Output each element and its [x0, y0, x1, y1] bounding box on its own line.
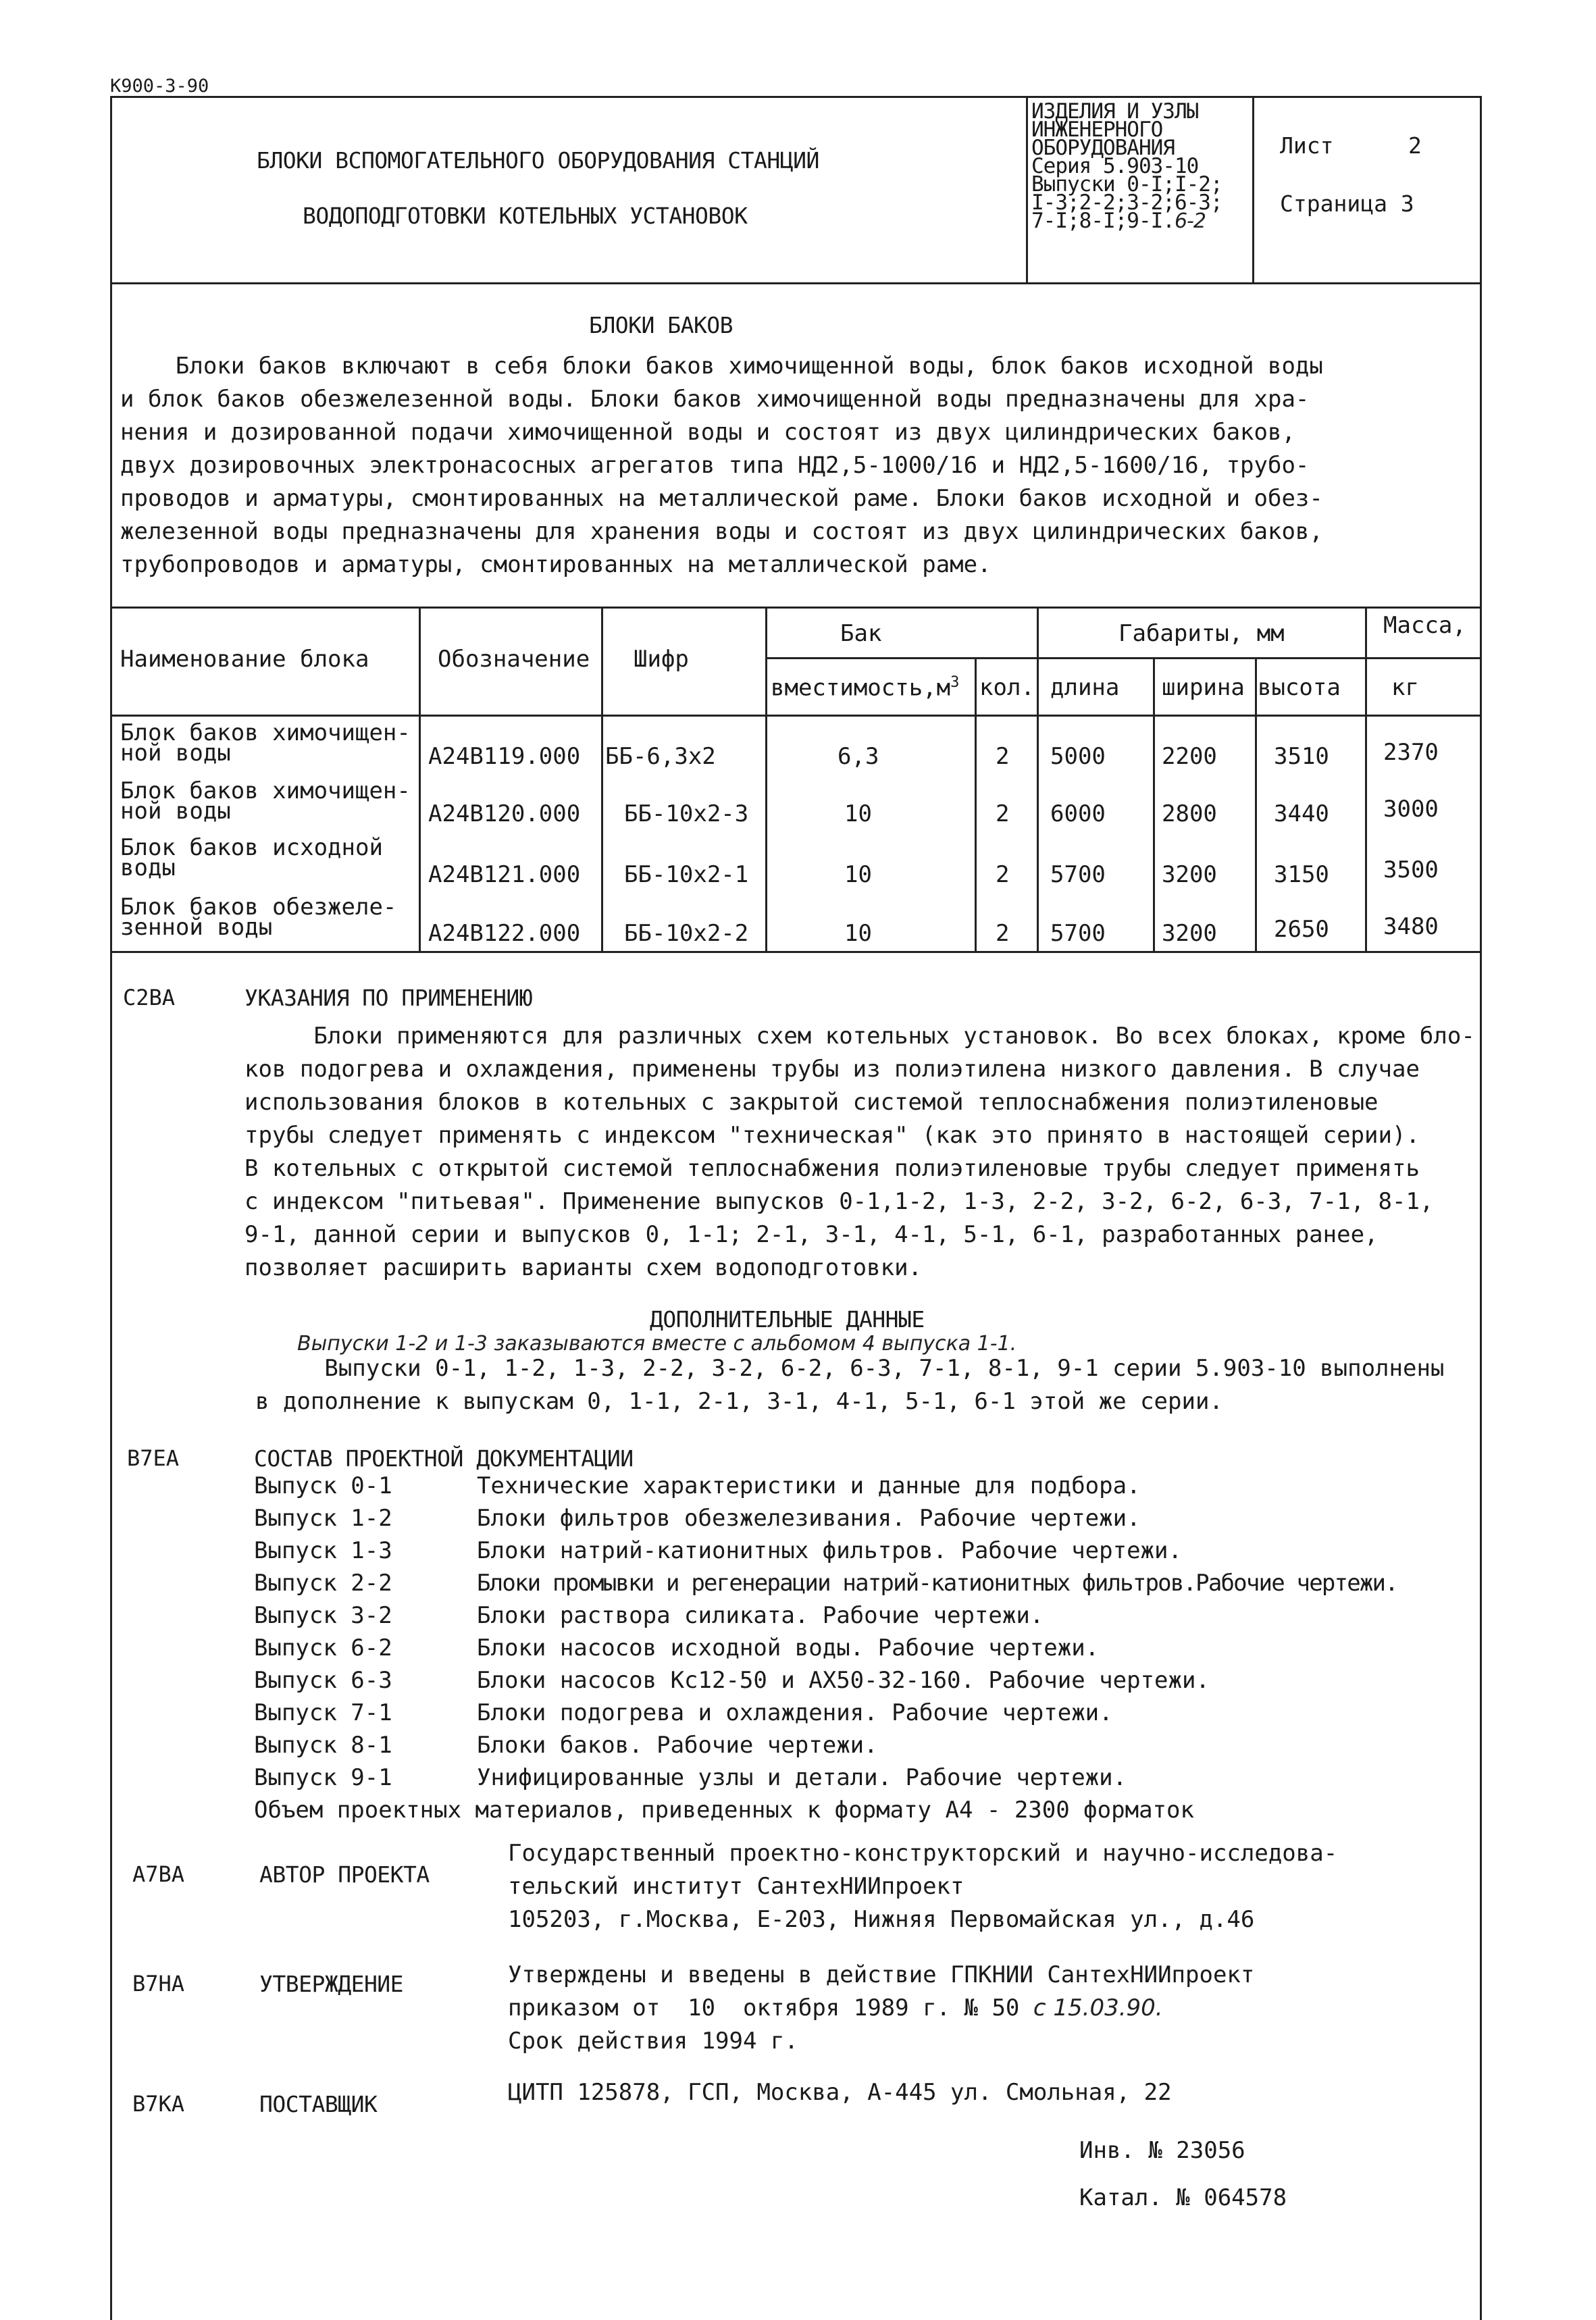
list-item: Выпуск 0-1 Технические характеристики и данные для подбора. [254, 1472, 1141, 1499]
row-name: Блок баков обезжеле- [120, 894, 397, 921]
row-qty: 2 [996, 743, 1010, 770]
text-line: 9-1, данной серии и выпусков 0, 1-1; 2-1, 3-1, 4-1, 5-1, 6-1, разработанных ранее, [244, 1221, 1379, 1248]
sheet-number: 2 [1408, 132, 1422, 159]
row-name: Блок баков исходной [120, 834, 383, 861]
col-header-width: ширина [1162, 674, 1245, 701]
row-name: ной воды [120, 798, 231, 825]
text-line: Срок действия 1994 г. [508, 2028, 798, 2055]
supplier-code: В7КА [132, 2091, 185, 2117]
table-row [120, 777, 411, 825]
list-item: Выпуск 7-1 Блоки подогрева и охлаждения. Рабочие чертежи. [254, 1699, 1113, 1726]
row-name: Блок баков химочищен- [120, 719, 411, 746]
header-divider [110, 282, 1480, 284]
table-top-border [110, 607, 1480, 609]
row-code: ББ-6,3х2 [605, 743, 716, 770]
text-line: Утверждены и введены в действие ГПКНИИ СантехНИИпроект [508, 1961, 1255, 1988]
author-code: А7ВА [132, 1861, 185, 1887]
table-col-divider [419, 607, 421, 953]
series-line: I-3;2-2;3-2;6-3; [1031, 190, 1222, 215]
col-header-height: высота [1258, 674, 1341, 701]
list-item: Выпуск 3-2 Блоки раствора силиката. Рабочие чертежи. [254, 1602, 1044, 1629]
table-subheader-line [765, 657, 1365, 659]
list-item: Выпуск 8-1 Блоки баков. Рабочие чертежи. [254, 1732, 878, 1759]
row-length: 6000 [1050, 800, 1106, 827]
row-length: 5000 [1050, 743, 1106, 770]
col-header-capacity: $вместимость,м^3$ [771, 674, 960, 702]
series-line: ОБОРУДОВАНИЯ [1031, 136, 1175, 160]
text-line: нения и дозированной подачи химочищенной воды и состоят из двух цилиндрических баков, [120, 419, 1295, 446]
col-header-qty: кол. [979, 674, 1035, 701]
table-col-divider [1037, 607, 1039, 953]
col-header-mass: Масса, [1383, 612, 1466, 639]
text-line: Блоки баков включают в себя блоки баков химочищенной воды, блок баков исходной воды [120, 353, 1323, 380]
usage-description [244, 1020, 1475, 1285]
row-qty: 2 [996, 800, 1010, 827]
page-number: Страница 3 [1280, 190, 1414, 217]
row-capacity: 10 [844, 920, 872, 947]
composition-heading: СОСТАВ ПРОЕКТНОЙ ДОКУМЕНТАЦИИ [254, 1445, 634, 1472]
tanks-description [120, 350, 1323, 582]
text-line: трубы следует применять с индексом "техническая" (как это принято в настоящей серии). [244, 1122, 1420, 1149]
series-line: Серия 5.903-10 [1031, 154, 1199, 178]
usage-heading: УКАЗАНИЯ ПО ПРИМЕНЕНИЮ [244, 985, 533, 1011]
table-row [120, 894, 397, 941]
approval-code: В7НА [132, 1971, 185, 1996]
usage-code: С2ВА [123, 985, 176, 1010]
table-col-divider [765, 607, 767, 953]
header-vertical-divider-1 [1026, 96, 1028, 284]
composition-list [254, 1470, 1397, 1826]
row-designation: А24В120.000 [428, 800, 581, 827]
text-line: позволяет расширить варианты схем водоподготовки. [244, 1254, 923, 1281]
row-width: 3200 [1162, 920, 1217, 947]
row-length: 5700 [1050, 861, 1106, 888]
series-line: ИНЖЕНЕРНОГО [1031, 118, 1163, 142]
text-line: в дополнение к выпускам 0, 1-1, 2-1, 3-1, 4-1, 5-1, 6-1 этой же серии. [255, 1388, 1223, 1415]
series-handwritten: 6-2 [1174, 209, 1206, 233]
document-title-line-2: ВОДОПОДГОТОВКИ КОТЕЛЬНЫХ УСТАНОВОК [303, 203, 748, 229]
row-code: ББ-10х2-2 [624, 920, 749, 947]
text-line: двух дозировочных электронасосных агрегатов типа НД2,5-1000/16 и НД2,5-1600/16, трубо- [120, 452, 1310, 479]
table-row [120, 719, 411, 767]
additional-heading: ДОПОЛНИТЕЛЬНЫЕ ДАННЫЕ [650, 1306, 925, 1333]
table-col-divider [975, 659, 977, 953]
row-capacity: 6,3 [838, 743, 879, 770]
text-line: ков подогрева и охлаждения, применены трубы из полиэтилена низкого давления. В случае [244, 1056, 1420, 1083]
col-header-dims: Габариты, мм [1118, 620, 1285, 647]
list-item: Выпуск 6-3 Блоки насосов Кс12-50 и АХ50-32-160. Рабочие чертежи. [254, 1667, 1210, 1694]
approval-details [508, 1959, 1254, 2058]
row-width: 3200 [1162, 861, 1217, 888]
text-line: трубопроводов и арматуры, смонтированных на металлической раме. [120, 551, 992, 578]
text-line: железенной воды предназначены для хранения воды и состоят из двух цилиндрических баков, [120, 518, 1323, 545]
sheet-label: Лист [1280, 132, 1334, 159]
row-height: 3150 [1274, 861, 1329, 888]
text-line: приказом от 10 октября 1989 г. № 50 с 15.03.90. [508, 1994, 1163, 2021]
text-line: Государственный проектно-конструкторский и научно-исследова- [508, 1840, 1338, 1867]
row-capacity: 10 [844, 861, 872, 888]
tanks-heading: БЛОКИ БАКОВ [589, 312, 733, 338]
volume-note: Объем проектных материалов, приведенных к формату А4 - 2300 форматок [254, 1797, 1194, 1824]
col-header-mass-unit: кг [1391, 674, 1419, 701]
text-line: В котельных с открытой системой теплоснабжения полиэтиленовые трубы следует применять [244, 1155, 1420, 1182]
list-item: Выпуск 2-2 Блоки промывки и регенерации натрий-катионитных фильтров.Рабочие чертежи. [254, 1570, 1397, 1597]
supplier-label: ПОСТАВЩИК [259, 2091, 378, 2117]
row-mass: 3500 [1383, 856, 1439, 883]
catalog-number: Катал. № 064578 [1079, 2184, 1287, 2211]
handwritten-date: с 15.03.90. [1033, 1994, 1163, 2021]
table-col-divider [601, 607, 603, 953]
composition-code: В7ЕА [127, 1445, 180, 1471]
row-name: воды [120, 854, 176, 881]
table-col-divider [1365, 607, 1367, 953]
row-mass: 2370 [1383, 739, 1439, 766]
text-line: Блоки применяются для различных схем котельных установок. Во всех блоках, кроме бло- [244, 1023, 1475, 1050]
row-width: 2800 [1162, 800, 1217, 827]
row-name: ной воды [120, 740, 231, 767]
header-vertical-divider-2 [1252, 96, 1254, 284]
supplier-address: ЦИТП 125878, ГСП, Москва, А-445 ул. Смольная, 22 [508, 2079, 1172, 2106]
row-height: 3440 [1274, 800, 1329, 827]
additional-text [255, 1352, 1444, 1418]
series-line: Выпуски 0-I;I-2; [1031, 172, 1222, 197]
table-col-divider [1255, 659, 1257, 953]
row-code: ББ-10х2-1 [624, 861, 749, 888]
col-header-designation: Обозначение [438, 646, 590, 673]
author-details [508, 1837, 1337, 1936]
row-qty: 2 [996, 861, 1010, 888]
row-mass: 3000 [1383, 796, 1439, 823]
row-name: Блок баков химочищен- [120, 777, 411, 804]
inventory-number: Инв. № 23056 [1079, 2137, 1245, 2164]
author-label: АВТОР ПРОЕКТА [259, 1861, 430, 1888]
text-line: Выпуски 0-1, 1-2, 1-3, 2-2, 3-2, 6-2, 6-3, 7-1, 8-1, 9-1 серии 5.903-10 выполнены [255, 1355, 1445, 1382]
row-name: зенной воды [120, 914, 273, 941]
table-header-bottom [110, 715, 1480, 717]
col-header-tank: Бак [840, 620, 882, 647]
document-code: К900-3-90 [110, 76, 209, 97]
table-row [120, 834, 383, 881]
text-line: тельский институт СантехНИИпроект [508, 1873, 964, 1900]
col-header-length: длина [1050, 674, 1120, 701]
text-line: 105203, г.Москва, Е-203, Нижняя Первомайская ул., д.46 [508, 1906, 1255, 1933]
row-capacity: 10 [844, 800, 872, 827]
row-width: 2200 [1162, 743, 1217, 770]
row-designation: А24В121.000 [428, 861, 581, 888]
col-header-name: Наименование блока [120, 646, 369, 673]
handwritten-note: Выпуски 1-2 и 1-3 заказываются вместе с альбомом 4 выпуска 1-1. [297, 1332, 1017, 1356]
series-line: 7-I;8-I;9-I.6-2 [1031, 209, 1206, 233]
row-mass: 3480 [1383, 913, 1439, 940]
text-line: с индексом "питьевая". Применение выпусков 0-1,1-2, 1-3, 2-2, 3-2, 6-2, 6-3, 7-1, 8-1, [244, 1188, 1434, 1215]
row-code: ББ-10х2-3 [624, 800, 749, 827]
row-designation: А24В119.000 [428, 743, 581, 770]
row-length: 5700 [1050, 920, 1106, 947]
row-height: 2650 [1274, 916, 1329, 943]
list-item: Выпуск 6-2 Блоки насосов исходной воды. Рабочие чертежи. [254, 1634, 1100, 1661]
series-line: ИЗДЕЛИЯ И УЗЛЫ [1031, 99, 1199, 124]
table-mass-subline [1365, 657, 1480, 659]
document-title-line-1: БЛОКИ ВСПОМОГАТЕЛЬНОГО ОБОРУДОВАНИЯ СТАНЦИЙ [257, 147, 819, 174]
list-item: Выпуск 9-1 Унифицированные узлы и детали. Рабочие чертежи. [254, 1764, 1127, 1791]
text-line: проводов и арматуры, смонтированных на металлической раме. Блоки баков исходной и обез- [120, 485, 1323, 512]
row-qty: 2 [996, 920, 1010, 947]
row-designation: А24В122.000 [428, 920, 581, 947]
table-col-divider [1153, 659, 1155, 953]
list-item: Выпуск 1-3 Блоки натрий-катионитных фильтров. Рабочие чертежи. [254, 1537, 1182, 1564]
col-header-code: Шифр [634, 646, 689, 673]
text-line: использования блоков в котельных с закрытой системой теплоснабжения полиэтиленовые [244, 1089, 1379, 1116]
text-line: и блок баков обезжелезенной воды. Блоки баков химочищенной воды предназначены для хра- [120, 386, 1310, 413]
row-height: 3510 [1274, 743, 1329, 770]
series-info [1031, 99, 1222, 233]
table-bottom-border [110, 951, 1480, 953]
list-item: Выпуск 1-2 Блоки фильтров обезжелезивания. Рабочие чертежи. [254, 1505, 1141, 1532]
approval-label: УТВЕРЖДЕНИЕ [259, 1971, 404, 1997]
